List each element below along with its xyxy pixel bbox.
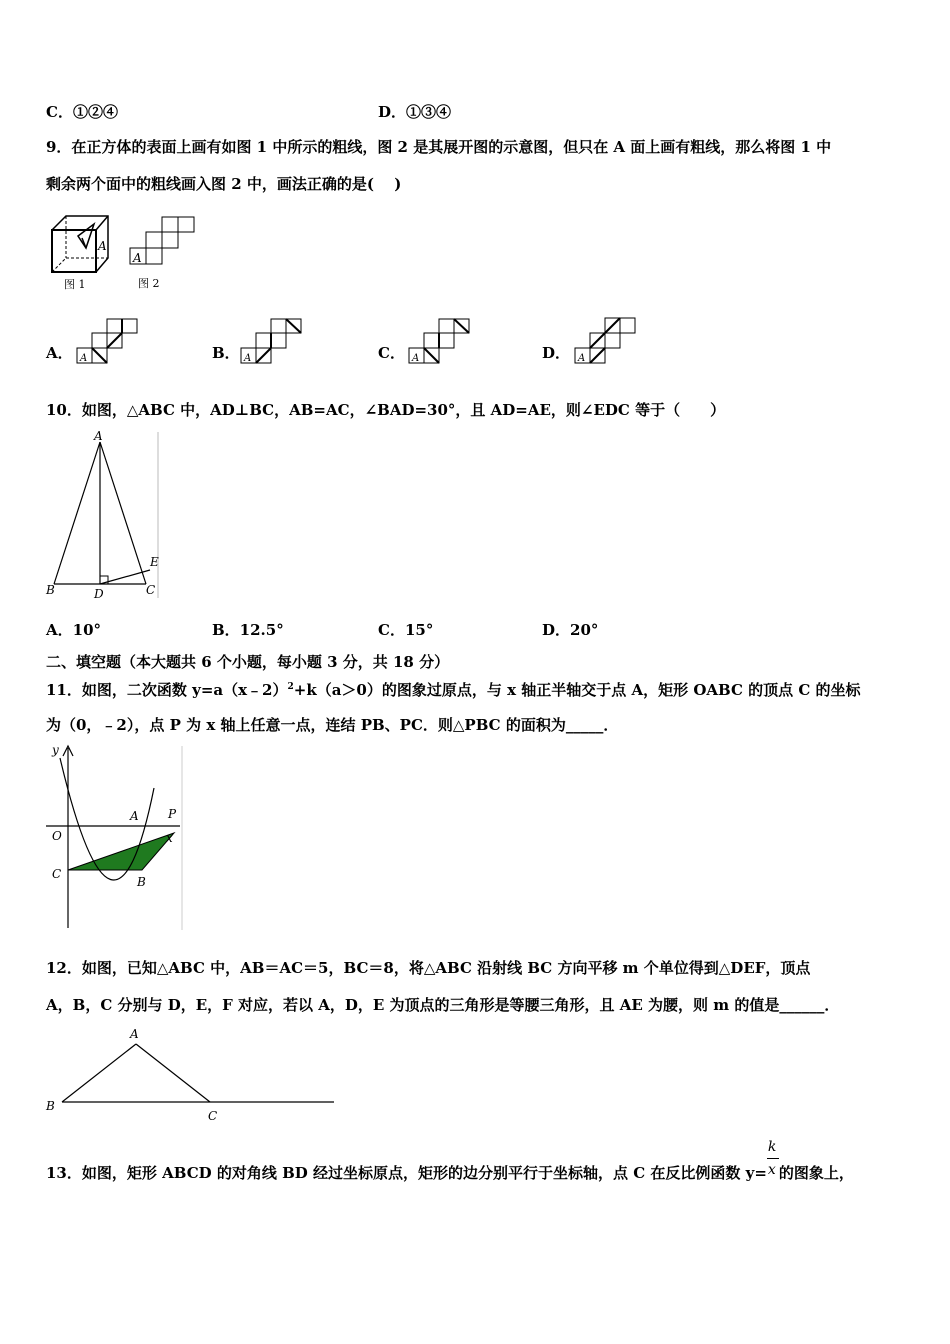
q9-figure-1-cube xyxy=(46,210,116,292)
q11-line1 xyxy=(46,678,861,699)
q11-line1-part-a: 11．如图，二次函数 y=a（x﹣2） xyxy=(46,681,288,699)
q11-label-o: O xyxy=(52,829,62,843)
q11-label-p: P xyxy=(168,807,177,821)
q10-label-c: C xyxy=(146,583,156,597)
q9-option-a-point: A xyxy=(80,353,88,364)
q9-option-c-figure[interactable] xyxy=(406,317,470,367)
q11-line1-superscript: 2 xyxy=(287,682,294,692)
q13-text-part-b: 的图象上， xyxy=(778,1164,854,1182)
q11-figure-parabola xyxy=(44,742,188,932)
q10-label-d: D xyxy=(94,587,104,601)
q10-option-c[interactable]: C．15° xyxy=(378,621,434,639)
q12-label-b: B xyxy=(46,1099,55,1113)
q11-label-b: B xyxy=(137,875,146,889)
q9-option-b-point: A xyxy=(244,353,252,364)
q9-option-d-figure[interactable] xyxy=(572,315,636,367)
q12-label-c: C xyxy=(208,1109,218,1123)
q10-option-d[interactable]: D．20° xyxy=(542,621,599,639)
q10-label-b: B xyxy=(46,583,55,597)
section-2-title: 二、填空题（本大题共 6 个小题，每小题 3 分，共 18 分） xyxy=(46,653,450,671)
q9-fig2-point-a: A xyxy=(133,251,142,265)
q9-fig2-caption: 图 2 xyxy=(138,277,160,290)
q13-fraction-denominator: x xyxy=(767,1162,776,1178)
q11-line2: 为（0，﹣2），点 P 为 x 轴上任意一点，连结 PB、PC．则△PBC 的面积为_____． xyxy=(46,716,619,734)
q9-option-b-figure[interactable] xyxy=(238,317,302,367)
q9-line2: 剩余两个面中的粗线画入图 2 中，画法正确的是( ) xyxy=(46,175,402,193)
q9-fig1-point-a: A xyxy=(98,239,107,253)
q13-fraction xyxy=(767,1139,779,1182)
q10-text: 10．如图，△ABC 中，AD⊥BC，AB=AC，∠BAD=30°，且 AD=AE，则∠EDC 等于（ ） xyxy=(46,401,726,419)
q11-label-y: y xyxy=(52,743,59,757)
q13-text-part-a: 13．如图，矩形 ABCD 的对角线 BD 经过坐标原点，矩形的边分别平行于坐标轴，点 C 在反比例函数 y= xyxy=(46,1164,767,1182)
q11-label-x: x xyxy=(166,831,173,845)
q12-label-a: A xyxy=(130,1027,139,1041)
q10-option-a[interactable]: A．10° xyxy=(46,621,102,639)
q10-label-e: E xyxy=(150,555,159,569)
option-c-prev: C．①②④ xyxy=(46,103,118,121)
q9-fig1-caption: 图 1 xyxy=(64,278,86,291)
q11-label-a: A xyxy=(130,809,139,823)
q10-figure-triangle xyxy=(42,428,166,604)
q9-option-d-point: A xyxy=(578,353,586,364)
q9-option-c-label[interactable]: C． xyxy=(378,344,405,362)
option-d-prev: D．①③④ xyxy=(378,103,452,121)
q13-text xyxy=(46,1139,854,1182)
q11-line1-part-b: +k（a＞0）的图象过原点，与 x 轴正半轴交于点 A，矩形 OABC 的顶点 C 的坐标 xyxy=(293,681,861,699)
q9-line1: 9．在正方体的表面上画有如图 1 中所示的粗线，图 2 是其展开图的示意图，但只在 A 面上画有粗线，那么将图 1 中 xyxy=(46,138,832,156)
q9-figure-2-net xyxy=(126,215,196,293)
q9-option-b-label[interactable]: B． xyxy=(212,344,240,362)
q13-fraction-numerator: k xyxy=(767,1139,777,1155)
q10-option-b[interactable]: B．12.5° xyxy=(212,621,284,639)
q11-label-c: C xyxy=(52,867,62,881)
q10-label-a: A xyxy=(94,429,103,443)
q9-option-a-figure[interactable] xyxy=(74,317,138,367)
q9-option-c-point: A xyxy=(412,353,420,364)
q12-line1: 12．如图，已知△ABC 中，AB＝AC＝5，BC＝8，将△ABC 沿射线 BC 方向平移 m 个单位得到△DEF，顶点 xyxy=(46,959,811,977)
q12-figure-triangle xyxy=(42,1022,338,1126)
q12-line2: A，B，C 分别与 D，E，F 对应，若以 A，D，E 为顶点的三角形是等腰三角形，且 AE 为腰，则 m 的值是______． xyxy=(46,996,840,1014)
q9-option-a-label[interactable]: A． xyxy=(46,344,73,362)
q9-option-d-label[interactable]: D． xyxy=(542,344,571,362)
